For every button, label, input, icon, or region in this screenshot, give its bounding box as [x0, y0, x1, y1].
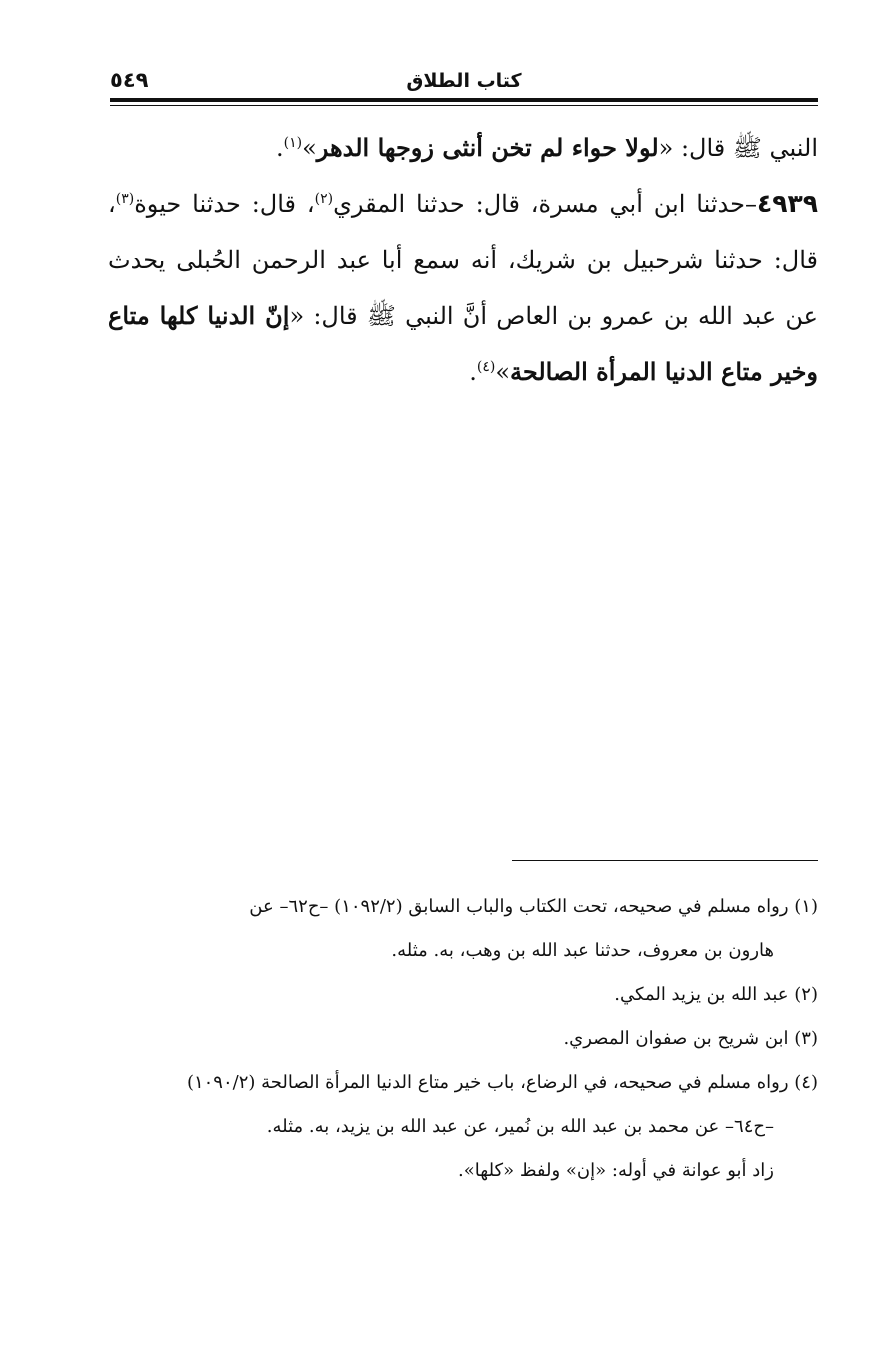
hadith-post: »: [495, 358, 510, 386]
footnote-separator: [512, 860, 818, 861]
footnote-1-line-1: (١) رواه مسلم في صحيحه، تحت الكتاب والباب السابق (١٠٩٢/٢) –ح٦٢– عن: [249, 896, 818, 917]
footnote-1: [108, 885, 818, 973]
footnote-ref-2: (٢): [314, 191, 334, 207]
footnote-3: (٣) ابن شريح بن صفوان المصري.: [563, 1028, 818, 1049]
line1-end: .: [275, 134, 284, 162]
header-rule-thin: [110, 105, 818, 106]
page-number: ٥٤٩: [110, 68, 149, 92]
footnote-ref-4: (٤): [476, 359, 496, 375]
hadith-paragraph: [108, 176, 818, 400]
footnote-4-line-2: –ح٦٤– عن محمد بن عبد الله بن نُمير، عن عبد الله بن يزيد، به. مثله.: [266, 1116, 774, 1137]
line1-pre: النبي ﷺ قال: «: [658, 134, 818, 162]
page-header: [110, 66, 818, 96]
footnote-4-line-3: زاد أبو عوانة في أوله: «إن» ولفظ «كلها».: [458, 1160, 774, 1181]
footnote-ref-3: (٣): [115, 191, 135, 207]
hadith-quote: إنّ الدنيا كلها متاع وخير متاع الدنيا المرأة الصالحة: [108, 301, 818, 386]
main-text: [108, 120, 818, 400]
hadith-text-1: –حدثنا ابن أبي مسرة، قال: حدثنا المقري: [333, 190, 757, 218]
hadith-text-3: ، قال: حدثنا شرحبيل بن شريك، أنه سمع أبا عبد الرحمن الحُبلى يحدث عن عبد الله بن عمرو بن العاص أنَّ النبي ﷺ قال: «: [108, 190, 819, 330]
footnote-2: (٢) عبد الله بن يزيد المكي.: [614, 984, 818, 1005]
line1-post: »: [302, 134, 317, 162]
footnote-4-line-1: (٤) رواه مسلم في صحيحه، في الرضاع، باب خير متاع الدنيا المرأة الصالحة (١٠٩٠/٢): [186, 1072, 818, 1093]
header-rule-thick: [110, 98, 818, 102]
footnote-ref-1: (١): [283, 135, 303, 151]
footnotes: [108, 885, 818, 1193]
hadith-number: ٤٩٣٩: [756, 189, 818, 218]
continued-hadith-line: [108, 120, 818, 176]
hadith-text-2: ، قال: حدثنا حيوة: [134, 190, 315, 218]
running-title: كتاب الطلاق: [406, 70, 522, 92]
line1-quote: لولا حواء لم تخن أنثى زوجها الدهر: [316, 133, 659, 162]
footnote-4: [108, 1061, 818, 1193]
footnote-1-line-2: هارون بن معروف، حدثنا عبد الله بن وهب، به. مثله.: [391, 940, 774, 961]
hadith-end: .: [469, 358, 477, 386]
